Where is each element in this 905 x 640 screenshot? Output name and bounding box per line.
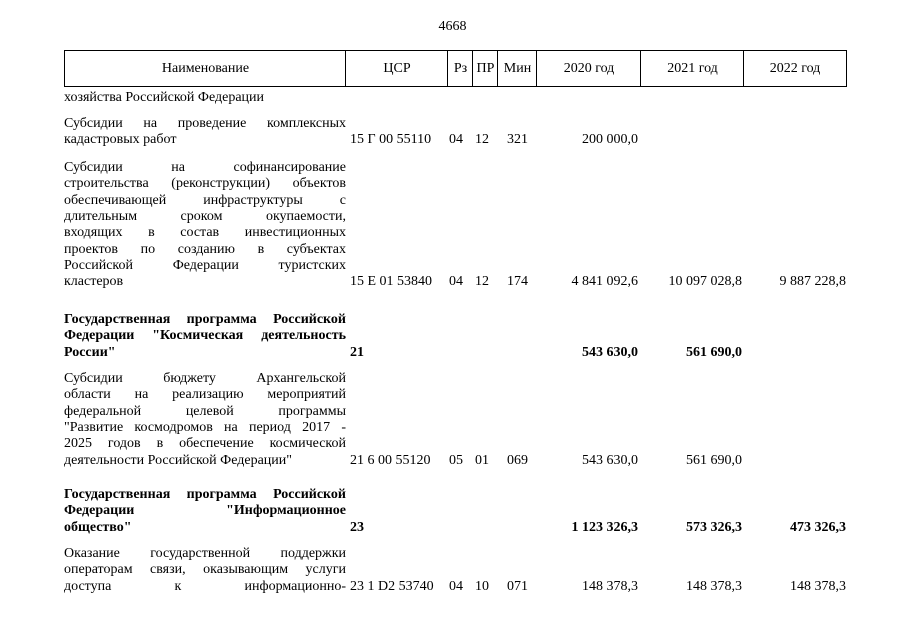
row-name-line: Федерации "Информационное [64,503,346,519]
row-name-line: операторам связи, оказывающим услуги [64,562,346,578]
row-csr: 21 6 00 55120 [350,452,431,468]
row-name-line: кадастровых работ [64,132,177,148]
row-rz: 04 [449,274,463,290]
row-2020: 543 630,0 [582,452,638,468]
row-2022: 473 326,3 [790,519,846,535]
row-name-line: длительным сроком окупаемости, [64,208,346,224]
row-name-line: "Развитие космодромов на период 2017 - [64,419,346,435]
row-rz: 04 [449,132,463,148]
header-2020: 2020 год [536,50,641,87]
row-min: 071 [507,578,528,594]
row-name-line: области на реализацию мероприятий [64,387,346,403]
row-2021: 561 690,0 [686,452,742,468]
row-csr: 15 Е 01 53840 [350,274,433,290]
header-csr: ЦСР [345,50,448,87]
row-min: 321 [507,132,528,148]
row-2022: 9 887 228,8 [779,274,846,290]
row-2020: 4 841 092,6 [571,274,638,290]
row-pr: 12 [475,132,489,148]
row-name-line: хозяйства Российской Федерации [64,90,265,105]
row-2021: 561 690,0 [686,344,742,360]
row-name-line: Субсидии на софинансирование [64,160,346,175]
header-2021: 2021 год [640,50,744,87]
row-name-line: проектов по созданию в субъектах [64,241,346,257]
row-name-line: Субсидии на проведение комплексных [64,116,346,131]
row-name-line: входящих в состав инвестиционных [64,225,346,241]
header-pr: ПР [472,50,498,87]
row-rz: 04 [449,578,463,594]
row-name-line: строительства (реконструкции) объектов [64,176,346,192]
row-name-line: обеспечивающей инфраструктуры с [64,192,346,208]
row-name-line: деятельности Российской Федерации" [64,452,292,468]
row-name-line: федеральной целевой программы [64,403,346,419]
row-name-line: 2025 годов в обеспечение космической [64,436,346,452]
row-csr: 15 Г 00 55110 [350,132,432,148]
row-2021: 10 097 028,8 [668,274,742,290]
row-name-line: России" [64,344,116,360]
row-pr: 01 [475,452,489,468]
row-2020: 200 000,0 [582,132,638,148]
row-2021: 148 378,3 [686,578,742,594]
row-rz: 05 [449,452,463,468]
row-name-line: Российской Федерации туристских [64,257,346,273]
row-2020: 1 123 326,3 [571,519,638,535]
row-name-line: кластеров [64,274,124,290]
header-2022: 2022 год [743,50,847,87]
row-csr: 23 1 D2 53740 [350,578,434,594]
row-name-line: Государственная программа Российской [64,487,346,502]
row-name-line: Оказание государственной поддержки [64,546,346,561]
row-csr: 21 [350,344,364,360]
row-2021: 573 326,3 [686,519,742,535]
row-2020: 148 378,3 [582,578,638,594]
row-csr: 23 [350,519,364,535]
header-rz: Рз [447,50,473,87]
header-min: Мин [497,50,537,87]
page-number: 4668 [438,19,467,34]
row-min: 069 [507,452,528,468]
header-name: Наименование [64,50,346,87]
row-name-line: Государственная программа Российской [64,312,346,327]
row-name-line: Федерации "Космическая деятельность [64,328,346,344]
row-name-line: доступа к информационно- [64,578,346,594]
row-pr: 12 [475,274,489,290]
row-min: 174 [507,274,528,290]
row-name-line: Субсидии бюджету Архангельской [64,371,346,386]
row-pr: 10 [475,578,489,594]
row-name-line: общество" [64,519,132,535]
row-2022: 148 378,3 [790,578,846,594]
row-2020: 543 630,0 [582,344,638,360]
